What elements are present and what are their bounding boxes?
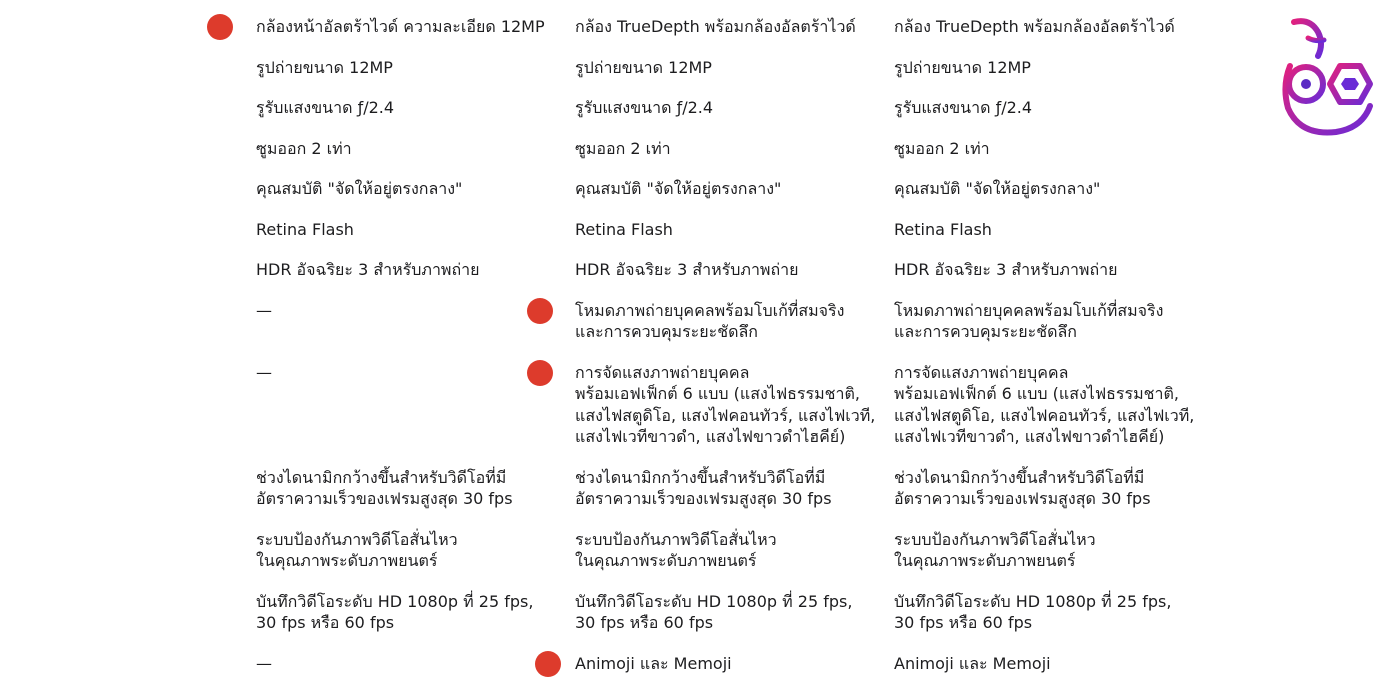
spec-text: โหมดภาพถ่ายบุคคลพร้อมโบเก้ที่สมจริง: [575, 300, 845, 320]
spec-cell-1: [256, 362, 556, 384]
spec-cell-3: [894, 219, 1194, 241]
spec-cell-1: [256, 467, 556, 510]
spec-cell-3: [894, 16, 1194, 38]
spec-text: กล้อง TrueDepth พร้อมกล้องอัลตร้าไวด์: [894, 17, 1175, 36]
spec-text: อัตราความเร็วของเฟรมสูงสุด 30 fps: [256, 489, 513, 508]
spec-text: และการควบคุมระยะชัดลึก: [894, 322, 1077, 341]
spec-cell-2: [575, 591, 875, 634]
spec-text: ช่วงไดนามิกกว้างขึ้นสำหรับวิดีโอที่มี: [256, 467, 507, 487]
spec-text: ซูมออก 2 เท่า: [256, 138, 352, 158]
spec-cell-2: [575, 259, 875, 281]
difference-marker: [527, 298, 553, 324]
spec-cell-3: [894, 467, 1194, 510]
spec-cell-1: [256, 138, 556, 160]
spec-cell-1: [256, 653, 556, 675]
spec-text: HDR อัจฉริยะ 3 สำหรับภาพถ่าย: [894, 260, 1118, 279]
spec-text: แสงไฟเวทีขาวดำ, แสงไฟขาวดำไฮคีย์): [894, 427, 1165, 446]
spec-cell-2: [575, 138, 875, 160]
spec-cell-3: [894, 591, 1194, 634]
spec-text: คุณสมบัติ "จัดให้อยู่ตรงกลาง": [894, 179, 1101, 198]
spec-cell-2: [575, 467, 875, 510]
spec-cell-3: [894, 653, 1194, 675]
spec-cell-3: [894, 178, 1194, 200]
spec-text: การจัดแสงภาพถ่ายบุคคล: [575, 362, 750, 382]
spec-text: และการควบคุมระยะชัดลึก: [575, 322, 758, 341]
spec-text: บันทึกวิดีโอระดับ HD 1080p ที่ 25 fps,: [575, 591, 853, 611]
spec-text: ในคุณภาพระดับภาพยนตร์: [256, 551, 438, 570]
spec-text: ระบบป้องกันภาพวิดีโอสั่นไหว: [894, 529, 1096, 549]
spec-cell-1: [256, 57, 556, 79]
spec-text: ระบบป้องกันภาพวิดีโอสั่นไหว: [256, 529, 458, 549]
spec-cell-1: [256, 16, 556, 38]
spec-text: การจัดแสงภาพถ่ายบุคคล: [894, 362, 1069, 382]
spec-text: ในคุณภาพระดับภาพยนตร์: [575, 551, 757, 570]
spec-cell-3: [894, 259, 1194, 281]
spec-text: แสงไฟเวทีขาวดำ, แสงไฟขาวดำไฮคีย์): [575, 427, 846, 446]
spec-cell-1: [256, 97, 556, 119]
spec-text: Animoji และ Memoji: [575, 653, 732, 673]
spec-cell-3: [894, 57, 1194, 79]
spec-text: รูปถ่ายขนาด 12MP: [894, 57, 1031, 77]
spec-cell-2: [575, 529, 875, 572]
spec-text: รูรับแสงขนาด ƒ/2.4: [894, 98, 1033, 117]
spec-text: อัตราความเร็วของเฟรมสูงสุด 30 fps: [575, 489, 832, 508]
spec-cell-2: [575, 97, 875, 119]
difference-marker: [527, 360, 553, 386]
spec-cell-2: [575, 300, 875, 343]
spec-text: Retina Flash: [894, 219, 992, 239]
spec-text: อัตราความเร็วของเฟรมสูงสุด 30 fps: [894, 489, 1151, 508]
spec-text: โหมดภาพถ่ายบุคคลพร้อมโบเก้ที่สมจริง: [894, 300, 1164, 320]
spec-text: ระบบป้องกันภาพวิดีโอสั่นไหว: [575, 529, 777, 549]
spec-text: ในคุณภาพระดับภาพยนตร์: [894, 551, 1076, 570]
spec-text: HDR อัจฉริยะ 3 สำหรับภาพถ่าย: [256, 260, 480, 279]
spec-cell-3: [894, 529, 1194, 572]
spec-text: รูรับแสงขนาด ƒ/2.4: [256, 98, 395, 117]
spec-text: คุณสมบัติ "จัดให้อยู่ตรงกลาง": [575, 179, 782, 198]
spec-cell-2: [575, 57, 875, 79]
spec-text: รูรับแสงขนาด ƒ/2.4: [575, 98, 714, 117]
spec-cell-2: [575, 653, 875, 675]
spec-cell-1: [256, 219, 556, 241]
spec-text: ช่วงไดนามิกกว้างขึ้นสำหรับวิดีโอที่มี: [894, 467, 1145, 487]
spec-cell-2: [575, 16, 875, 38]
spec-text: แสงไฟสตูดิโอ, แสงไฟคอนทัวร์, แสงไฟเวที,: [894, 405, 1195, 425]
spec-cell-2: [575, 178, 875, 200]
spec-text: HDR อัจฉริยะ 3 สำหรับภาพถ่าย: [575, 260, 799, 279]
spec-text: —: [256, 300, 272, 320]
spec-cell-1: [256, 178, 556, 200]
spec-text: รูปถ่ายขนาด 12MP: [256, 57, 393, 77]
spec-text: Animoji และ Memoji: [894, 653, 1051, 673]
spec-text: —: [256, 653, 272, 673]
spec-text: 30 fps หรือ 60 fps: [256, 613, 395, 632]
spec-text: พร้อมเอฟเฟ็กต์ 6 แบบ (แสงไฟธรรมชาติ,: [575, 384, 860, 403]
spec-text: แสงไฟสตูดิโอ, แสงไฟคอนทัวร์, แสงไฟเวที,: [575, 405, 876, 425]
spec-cell-1: [256, 259, 556, 281]
spec-text: บันทึกวิดีโอระดับ HD 1080p ที่ 25 fps,: [894, 591, 1172, 611]
spec-text: Retina Flash: [256, 219, 354, 239]
spec-text: พร้อมเอฟเฟ็กต์ 6 แบบ (แสงไฟธรรมชาติ,: [894, 384, 1179, 403]
spec-cell-2: [575, 362, 875, 448]
spec-cell-3: [894, 97, 1194, 119]
spec-cell-1: [256, 300, 556, 322]
difference-marker: [535, 651, 561, 677]
spec-cell-1: [256, 529, 556, 572]
difference-marker: [207, 14, 233, 40]
spec-text: กล้องหน้าอัลตร้าไวด์ ความละเอียด 12MP: [256, 17, 545, 36]
spec-cell-3: [894, 362, 1194, 448]
spec-cell-3: [894, 138, 1194, 160]
spec-text: ซูมออก 2 เท่า: [894, 138, 990, 158]
spec-text: Retina Flash: [575, 219, 673, 239]
spec-text: คุณสมบัติ "จัดให้อยู่ตรงกลาง": [256, 179, 463, 198]
spec-cell-2: [575, 219, 875, 241]
spec-text: บันทึกวิดีโอระดับ HD 1080p ที่ 25 fps,: [256, 591, 534, 611]
spec-text: กล้อง TrueDepth พร้อมกล้องอัลตร้าไวด์: [575, 17, 856, 36]
spec-text: รูปถ่ายขนาด 12MP: [575, 57, 712, 77]
spec-text: 30 fps หรือ 60 fps: [575, 613, 714, 632]
spec-cell-3: [894, 300, 1194, 343]
spec-text: ช่วงไดนามิกกว้างขึ้นสำหรับวิดีโอที่มี: [575, 467, 826, 487]
spec-text: —: [256, 362, 272, 382]
owl-logo-icon: [1280, 18, 1376, 140]
spec-text: 30 fps หรือ 60 fps: [894, 613, 1033, 632]
spec-cell-1: [256, 591, 556, 634]
spec-text: ซูมออก 2 เท่า: [575, 138, 671, 158]
